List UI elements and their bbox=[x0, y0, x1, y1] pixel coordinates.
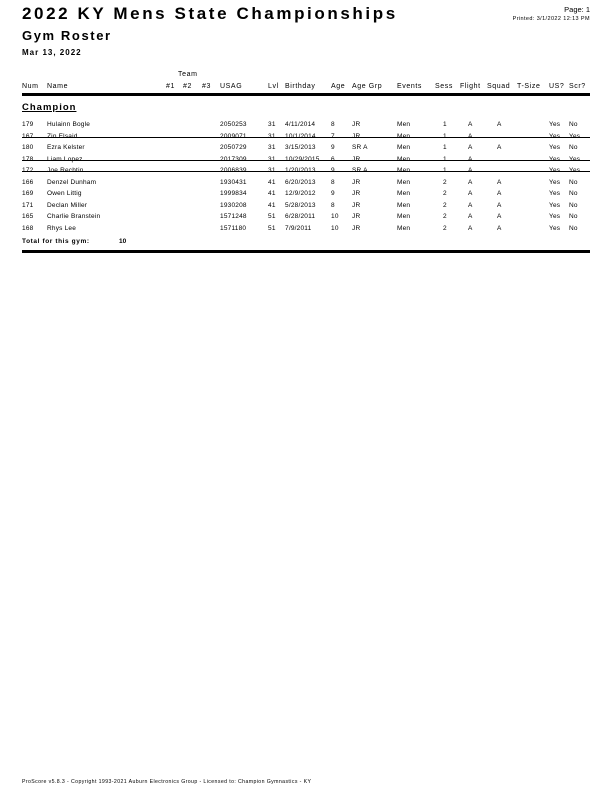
cell-num: 171 bbox=[22, 201, 34, 209]
col-name: Name bbox=[47, 83, 69, 90]
cell-age-group: JR bbox=[352, 155, 361, 163]
col-events: Events bbox=[397, 83, 422, 90]
cell-squad: A bbox=[497, 224, 502, 232]
cell-squad: A bbox=[497, 144, 502, 151]
report-subtitle: Gym Roster bbox=[22, 28, 112, 43]
cell-scratch: No bbox=[569, 213, 578, 220]
cell-usag: 1930431 bbox=[220, 178, 247, 186]
table-row bbox=[0, 225, 612, 236]
scratch-strikethrough bbox=[22, 171, 590, 172]
cell-events: Men bbox=[397, 144, 411, 151]
col-team-1: #1 bbox=[166, 83, 175, 90]
cell-level: 51 bbox=[268, 224, 276, 232]
cell-name: Zin Elsaid bbox=[47, 132, 78, 140]
col-tshirt-size: T-Size bbox=[517, 83, 541, 90]
cell-us: Yes bbox=[549, 213, 561, 220]
cell-scratch: Yes bbox=[569, 167, 581, 174]
cell-age-group: JR bbox=[352, 132, 361, 140]
cell-num: 180 bbox=[22, 144, 34, 151]
cell-scratch: No bbox=[569, 144, 578, 151]
cell-age-group: JR bbox=[352, 224, 361, 232]
cell-level: 51 bbox=[268, 213, 276, 220]
cell-birthday: 4/11/2014 bbox=[285, 121, 316, 128]
cell-birthday: 12/9/2012 bbox=[285, 190, 316, 197]
col-session: Sess bbox=[435, 83, 453, 90]
cell-age: 8 bbox=[331, 121, 335, 128]
cell-flight: A bbox=[468, 144, 473, 151]
cell-session: 2 bbox=[443, 201, 447, 209]
cell-us: Yes bbox=[549, 201, 561, 209]
scratch-strikethrough bbox=[22, 160, 590, 161]
cell-num: 166 bbox=[22, 178, 34, 186]
cell-session: 2 bbox=[443, 190, 447, 197]
cell-events: Men bbox=[397, 155, 411, 163]
table-row bbox=[0, 179, 612, 190]
cell-age: 10 bbox=[331, 224, 339, 232]
cell-scratch: No bbox=[569, 190, 578, 197]
cell-birthday: 10/1/2014 bbox=[285, 132, 316, 140]
cell-num: 172 bbox=[22, 167, 34, 174]
col-team-3: #3 bbox=[202, 83, 211, 90]
footer-rule bbox=[22, 250, 590, 253]
cell-events: Men bbox=[397, 213, 411, 220]
cell-birthday: 3/15/2013 bbox=[285, 144, 316, 151]
cell-name: Charlie Branstein bbox=[47, 213, 101, 220]
cell-age-group: SR A bbox=[352, 144, 368, 151]
cell-name: Denzel Dunham bbox=[47, 178, 97, 186]
report-date: Mar 13, 2022 bbox=[22, 48, 82, 57]
cell-flight: A bbox=[468, 155, 473, 163]
cell-age-group: JR bbox=[352, 178, 361, 186]
cell-name: Rhys Lee bbox=[47, 224, 77, 232]
header-rule bbox=[22, 93, 590, 96]
cell-session: 1 bbox=[443, 132, 447, 140]
cell-num: 169 bbox=[22, 190, 34, 197]
cell-usag: 1571180 bbox=[220, 224, 247, 232]
cell-flight: A bbox=[468, 121, 473, 128]
scratch-strikethrough bbox=[22, 137, 590, 138]
col-age: Age bbox=[331, 83, 346, 90]
cell-age: 8 bbox=[331, 201, 335, 209]
cell-age: 9 bbox=[331, 167, 335, 174]
cell-scratch: No bbox=[569, 224, 578, 232]
cell-age: 9 bbox=[331, 190, 335, 197]
cell-session: 1 bbox=[443, 155, 447, 163]
cell-level: 31 bbox=[268, 167, 276, 174]
col-us: US? bbox=[549, 83, 565, 90]
total-value: 10 bbox=[119, 238, 127, 245]
cell-squad: A bbox=[497, 178, 502, 186]
cell-num: 165 bbox=[22, 213, 34, 220]
table-row bbox=[0, 202, 612, 213]
cell-age: 8 bbox=[331, 178, 335, 186]
cell-name: Liam Lopez bbox=[47, 155, 83, 163]
cell-level: 41 bbox=[268, 201, 276, 209]
cell-events: Men bbox=[397, 121, 411, 128]
cell-age-group: JR bbox=[352, 121, 361, 128]
cell-age-group: JR bbox=[352, 190, 361, 197]
cell-level: 31 bbox=[268, 144, 276, 151]
cell-age-group: SR A bbox=[352, 167, 368, 174]
table-row bbox=[0, 144, 612, 155]
cell-num: 168 bbox=[22, 224, 34, 232]
cell-num: 167 bbox=[22, 132, 34, 140]
page-footer: ProScore v5.8.3 - Copyright 1993-2021 Auburn Electronics Group - Licensed to: Champion Gymnastics - KY bbox=[22, 779, 312, 785]
cell-flight: A bbox=[468, 132, 473, 140]
cell-us: Yes bbox=[549, 132, 561, 140]
page-number: Page: 1 bbox=[564, 5, 590, 14]
cell-name: Hulainn Bogle bbox=[47, 121, 91, 128]
col-scratch: Scr? bbox=[569, 83, 586, 90]
col-usag: USAG bbox=[220, 83, 243, 90]
cell-name: Owen Littig bbox=[47, 190, 82, 197]
cell-num: 178 bbox=[22, 155, 34, 163]
cell-events: Men bbox=[397, 132, 411, 140]
cell-flight: A bbox=[468, 167, 473, 174]
cell-session: 2 bbox=[443, 178, 447, 186]
cell-us: Yes bbox=[549, 155, 561, 163]
cell-flight: A bbox=[468, 224, 473, 232]
total-label: Total for this gym: bbox=[22, 238, 90, 245]
table-row bbox=[0, 167, 612, 178]
cell-birthday: 6/20/2013 bbox=[285, 178, 316, 186]
cell-name: Ezra Kelster bbox=[47, 144, 85, 151]
col-num: Num bbox=[22, 83, 39, 90]
col-age-group: Age Grp bbox=[352, 83, 383, 90]
cell-us: Yes bbox=[549, 144, 561, 151]
cell-level: 31 bbox=[268, 132, 276, 140]
cell-name: Declan Miller bbox=[47, 201, 88, 209]
col-squad: Squad bbox=[487, 83, 511, 90]
cell-us: Yes bbox=[549, 190, 561, 197]
cell-level: 41 bbox=[268, 178, 276, 186]
cell-events: Men bbox=[397, 178, 411, 186]
cell-age-group: JR bbox=[352, 213, 361, 220]
cell-scratch: No bbox=[569, 121, 578, 128]
cell-birthday: 7/9/2011 bbox=[285, 224, 312, 232]
cell-events: Men bbox=[397, 201, 411, 209]
cell-level: 31 bbox=[268, 121, 276, 128]
cell-session: 2 bbox=[443, 213, 447, 220]
cell-events: Men bbox=[397, 190, 411, 197]
cell-us: Yes bbox=[549, 121, 561, 128]
cell-squad: A bbox=[497, 190, 502, 197]
table-row bbox=[0, 133, 612, 144]
cell-level: 31 bbox=[268, 155, 276, 163]
report-title: 2022 KY Mens State Championships bbox=[22, 4, 398, 23]
cell-session: 2 bbox=[443, 224, 447, 232]
column-headers bbox=[0, 83, 612, 93]
cell-usag: 2050253 bbox=[220, 121, 247, 128]
cell-age-group: JR bbox=[352, 201, 361, 209]
cell-usag: 2009071 bbox=[220, 132, 247, 140]
cell-flight: A bbox=[468, 213, 473, 220]
col-birthday: Birthday bbox=[285, 83, 316, 90]
cell-flight: A bbox=[468, 201, 473, 209]
team-group-header: Team bbox=[178, 71, 198, 78]
cell-flight: A bbox=[468, 190, 473, 197]
cell-session: 1 bbox=[443, 144, 447, 151]
col-level: Lvl bbox=[268, 83, 279, 90]
table-row bbox=[0, 121, 612, 132]
cell-birthday: 6/28/2011 bbox=[285, 213, 316, 220]
cell-level: 41 bbox=[268, 190, 276, 197]
col-flight: Flight bbox=[460, 83, 481, 90]
cell-events: Men bbox=[397, 167, 411, 174]
cell-num: 179 bbox=[22, 121, 34, 128]
cell-usag: 2050729 bbox=[220, 144, 247, 151]
cell-usag: 2017309 bbox=[220, 155, 247, 163]
cell-scratch: Yes bbox=[569, 132, 581, 140]
cell-age: 10 bbox=[331, 213, 339, 220]
table-row bbox=[0, 156, 612, 167]
cell-flight: A bbox=[468, 178, 473, 186]
cell-session: 1 bbox=[443, 167, 447, 174]
cell-usag: 2006839 bbox=[220, 167, 247, 174]
cell-squad: A bbox=[497, 201, 502, 209]
cell-usag: 1571248 bbox=[220, 213, 247, 220]
cell-us: Yes bbox=[549, 167, 561, 174]
cell-scratch: No bbox=[569, 178, 578, 186]
cell-events: Men bbox=[397, 224, 411, 232]
cell-age: 6 bbox=[331, 155, 335, 163]
cell-squad: A bbox=[497, 121, 502, 128]
cell-us: Yes bbox=[549, 178, 561, 186]
cell-birthday: 10/29/2015 bbox=[285, 155, 320, 163]
cell-session: 1 bbox=[443, 121, 447, 128]
table-row bbox=[0, 213, 612, 224]
printed-timestamp: Printed: 3/1/2022 12:13 PM bbox=[512, 16, 590, 22]
cell-squad: A bbox=[497, 213, 502, 220]
col-team-2: #2 bbox=[183, 83, 192, 90]
cell-us: Yes bbox=[549, 224, 561, 232]
cell-usag: 1999834 bbox=[220, 190, 247, 197]
cell-age: 9 bbox=[331, 144, 335, 151]
table-row bbox=[0, 190, 612, 201]
cell-name: Joe Rechtin bbox=[47, 167, 84, 174]
section-heading: Champion bbox=[22, 102, 77, 113]
cell-birthday: 5/28/2013 bbox=[285, 201, 316, 209]
cell-birthday: 1/20/2013 bbox=[285, 167, 316, 174]
cell-scratch: Yes bbox=[569, 155, 581, 163]
cell-scratch: No bbox=[569, 201, 578, 209]
cell-age: 7 bbox=[331, 132, 335, 140]
cell-usag: 1930208 bbox=[220, 201, 247, 209]
